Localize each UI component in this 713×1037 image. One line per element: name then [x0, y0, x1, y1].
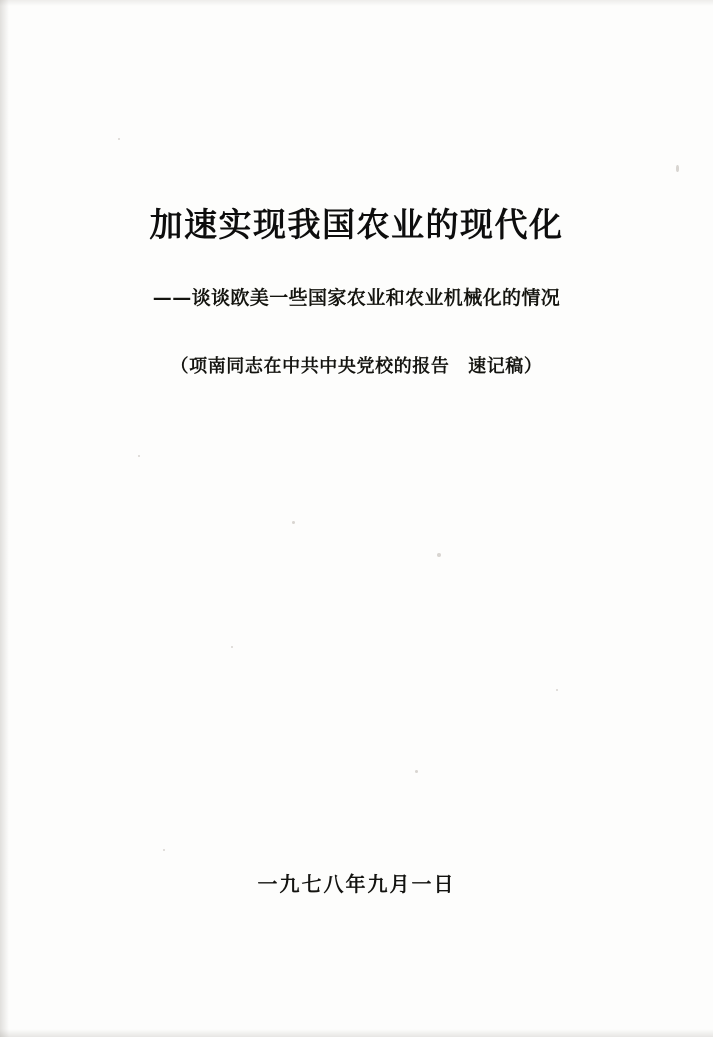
- publication-date: 一九七八年九月一日: [257, 872, 456, 896]
- page-title: 加速实现我国农业的现代化: [149, 205, 564, 244]
- page-subtitle: ——谈谈欧美一些国家农业和农业机械化的情况: [152, 287, 561, 309]
- byline: （项南同志在中共中央党校的报告 速记稿）: [170, 356, 543, 377]
